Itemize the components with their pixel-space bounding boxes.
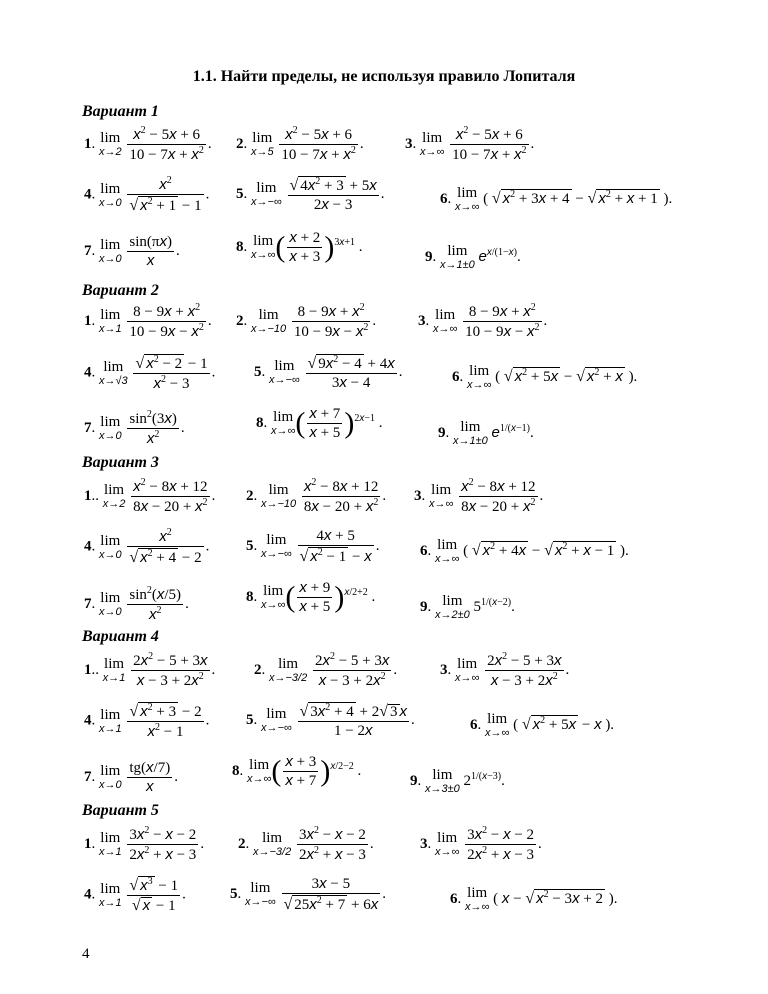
problem: 9. lim x→3±0 $2^{1/(x-3)}$.: [410, 767, 505, 795]
problem: 6. lim x→∞ ( √ $x^2 + 5x - x$ ).: [470, 711, 615, 739]
problem: 7. lim x→0 $\frac{\sin^2(x/5)}{x^2}$ .: [84, 585, 189, 623]
problem: 2. lim x→−3/2 $\frac{2x^2 - 5 + 3x}{x - 3 + 2x^2}$ .: [254, 651, 398, 689]
problem: 1. lim x→2 $\frac{x^2 - 5x + 6}{10 - 7x + x^2}$ .: [84, 125, 212, 163]
problem: 6. lim x→∞ ( √ $x^2 + 4x$ − √ $x^2 + x - 1$ ).: [420, 537, 629, 565]
problem: 5. lim x→−∞ $\frac{√ 4x^2 + 3 + 5x}{2x - 3}$ .: [236, 176, 385, 213]
problem: 4. lim x→0 $\frac{x^2}{√ x^2 + 1 - 1}$ .: [84, 175, 210, 214]
problem: 3. lim x→∞ $\frac{2x^2 - 5 + 3x}{x - 3 + 2x^2}$ .: [440, 651, 570, 689]
problem: 8. lim x→∞ ( $\frac{x + 3}{x + 7}$ )$^{x/2-2}$ .: [232, 753, 362, 789]
problem: 5. lim x→−∞ $\frac{3x - 5}{√ 25x^2 + 7 + 6x}$ .: [230, 875, 386, 913]
problem: 2. lim x→5 $\frac{x^2 - 5x + 6}{10 - 7x + x^2}$ .: [236, 125, 364, 163]
problem: 4. lim x→√3 $\frac{√ x^2 - 2 - 1}{x^2 - 3}$ .: [84, 354, 216, 392]
problem: 5. lim x→−∞ $\frac{4x + 5}{√ x^2 - 1 - x}$ .: [246, 527, 380, 565]
problem: 4. lim x→1 $\frac{√ x^3 - 1}{√ x - 1}$ .: [84, 876, 186, 914]
variant-4-heading: Вариант 4: [82, 628, 159, 645]
page-title: 1.1. Найти пределы, не используя правило Лопиталя: [192, 68, 576, 85]
problem: 1.. lim x→1 $\frac{2x^2 - 5 + 3x}{x - 3 + 2x^2}$ .: [84, 651, 216, 689]
problem: 6. lim x→∞ ( √ $x^2 + 3x + 4$ − √ $x^2 + x + 1$ ).: [440, 185, 673, 213]
problem: 8. lim x→∞ ( $\frac{x + 7}{x + 5}$ )$^{2x-1}$ .: [256, 405, 383, 441]
problem: 3. lim x→∞ $\frac{x^2 - 5x + 6}{10 - 7x + x^2}$ .: [405, 125, 535, 163]
problem: 9. lim x→1±0 $e^{x/(1-x)}$.: [425, 243, 521, 271]
problem: 5. lim x→−∞ $\frac{√ 3x^2 + 4 + 2√ 3 x}{1 - 2x}$ .: [246, 702, 415, 739]
problem: 9. lim x→2±0 $5^{1/(x-2)}$.: [420, 593, 515, 621]
problem: 9. lim x→1±0 $e^{1/(x-1)}$.: [438, 419, 534, 447]
problem: 4. lim x→0 $\frac{x^2}{√ x^2 + 4 - 2}$ .: [84, 527, 210, 566]
variant-2-heading: Вариант 2: [82, 282, 159, 299]
problem: 2. lim x→−10 $\frac{x^2 - 8x + 12}{8x - 20 + x^2}$ .: [246, 477, 387, 515]
problem: 8. lim x→∞ ( $\frac{x + 2}{x + 3}$ )$^{3x+1}$ .: [236, 229, 363, 265]
problem: 7. lim x→0 $\frac{\sin(\pi x)}{x}$ .: [84, 233, 180, 269]
problem: 3. lim x→∞ $\frac{x^2 - 8x + 12}{8x - 20 + x^2}$ .: [414, 477, 544, 515]
page-number: 4: [82, 946, 90, 962]
variant-3-heading: Вариант 3: [82, 454, 159, 471]
problem: 8. lim x→∞ ( $\frac{x + 9}{x + 5}$ )$^{x/2+2}$ .: [246, 579, 376, 615]
problem: 1.. lim x→2 $\frac{x^2 - 8x + 12}{8x - 20 + x^2}$ .: [84, 477, 216, 515]
problem: 7. lim x→0 $\frac{\sin^2(3x)}{x^2}$ .: [84, 409, 185, 447]
variant-1-heading: Вариант 1: [82, 103, 159, 120]
problem: 7. lim x→0 $\frac{tg(x/7)}{x}$ .: [84, 759, 178, 795]
problem: 3. lim x→∞ $\frac{8 - 9x + x^2}{10 - 9x - x^2}$ .: [418, 302, 548, 340]
problem: 6. lim x→∞ ( √ $x^2 + 5x$ − √ $x^2 + x$ ).: [452, 363, 638, 391]
problem: 6. lim x→∞ ( x − √ $x^2 - 3x + 2$ ).: [450, 885, 618, 913]
problem: 3. lim x→∞ $\frac{3x^2 - x - 2}{2x^2 + x - 3}$ .: [420, 825, 542, 863]
problem: 2. lim x→−10 $\frac{8 - 9x + x^2}{10 - 9x - x^2}$ .: [236, 302, 377, 340]
problem: 5. lim x→−∞ $\frac{√ 9x^2 - 4 + 4x}{3x - 4}$ .: [254, 354, 403, 391]
problem: 1. lim x→1 $\frac{3x^2 - x - 2}{2x^2 + x - 3}$ .: [84, 825, 205, 863]
problem: 1. lim x→1 $\frac{8 - 9x + x^2}{10 - 9x - x^2}$ .: [84, 302, 212, 340]
variant-5-heading: Вариант 5: [82, 802, 159, 819]
problem: 2. lim x→−3/2 $\frac{3x^2 - x - 2}{2x^2 + x - 3}$ .: [238, 825, 374, 863]
problem: 4. lim x→1 $\frac{√ x^2 + 3 - 2}{x^2 - 1}$ .: [84, 702, 210, 740]
